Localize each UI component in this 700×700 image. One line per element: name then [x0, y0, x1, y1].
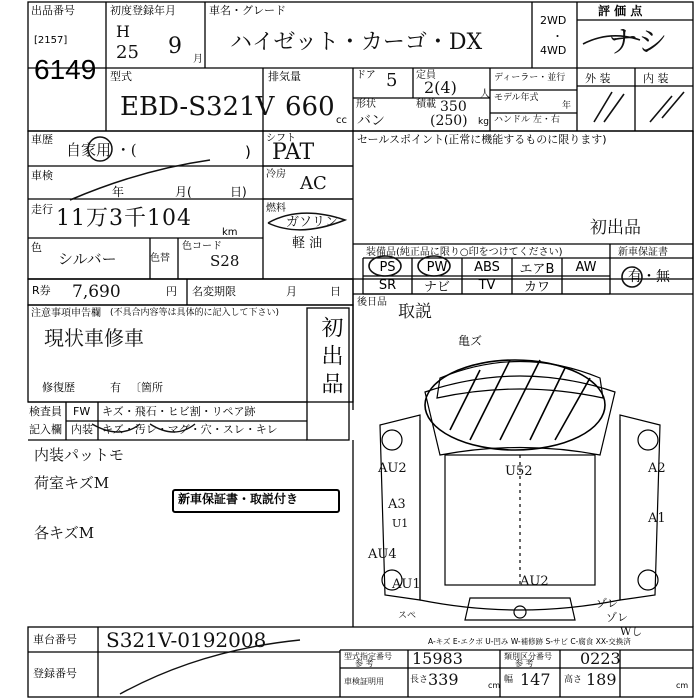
doors-value: 5 — [386, 70, 398, 91]
mark-right5: Wし — [620, 625, 643, 638]
fuel-value2: 軽 油 — [292, 236, 323, 251]
kg-unit: kg — [478, 117, 489, 127]
km-unit: km — [222, 227, 238, 238]
chassis-value: S321V-0192008 — [106, 628, 267, 652]
model-year-label: モデル年式 — [494, 93, 539, 103]
mark-left1: AU2 — [378, 461, 407, 476]
equip-pw: PW — [426, 259, 448, 275]
type-cert-ref: 参 考 — [355, 659, 374, 668]
int-text: キズ・汚レ・マグ・穴・スレ・キレ — [102, 423, 278, 436]
inspector-note1: 内装パットモ — [34, 446, 125, 464]
mark-left5: AU1 — [392, 577, 421, 592]
name-change-label: 名変期限 — [192, 285, 236, 298]
equip-leather: カワ — [523, 279, 550, 295]
lot-label: 出品番号 — [31, 4, 75, 17]
handle-label: ハンドル 左・右 — [494, 115, 560, 125]
mileage-value: 11万3千104 — [56, 206, 192, 231]
sales-point-label: セールスポイント(正常に機能するものに限ります) — [357, 133, 607, 146]
mark-left2: A3 — [388, 497, 406, 512]
repair-suffix: 〔箇所 — [130, 381, 163, 394]
notes-value: 現状車修車 — [44, 326, 144, 350]
mark-right3: ゾレ — [596, 597, 618, 610]
shape-value: バン — [357, 113, 385, 129]
after-items-label: 後日品 — [357, 297, 387, 308]
shift-value: PAT — [272, 140, 315, 165]
chassis-label: 車台番号 — [33, 633, 77, 646]
lot-ref: [2157] — [34, 35, 68, 46]
rating-label: 評 価 点 — [598, 4, 643, 18]
warranty-label: 新車保証書 — [618, 247, 668, 258]
mark-right1: A2 — [648, 461, 666, 476]
aircon-label: 冷房 — [266, 169, 286, 180]
width-label: 幅 — [504, 675, 514, 685]
int-tag: 内装 — [71, 423, 93, 436]
doors-label: ドア — [356, 70, 376, 81]
inspector-label: 検査員 — [29, 405, 62, 418]
cert-label: 車検証明用 — [344, 677, 384, 686]
reg-label: 登録番号 — [33, 667, 77, 680]
inspector-label2: 記入欄 — [29, 423, 62, 436]
fw-text: キズ・飛石・ヒビ割・リペア跡 — [102, 405, 256, 418]
lot-number: 6149 — [34, 54, 97, 85]
repair-label: 修復歴 — [42, 381, 75, 394]
history-value: 自家用 ・( — [66, 141, 137, 159]
capacity-label: 定員 — [416, 70, 436, 81]
load-value: 350 — [440, 99, 467, 115]
mark-bottom: AU2 — [520, 574, 549, 589]
int-label: 内 装 — [643, 72, 669, 85]
model-label: 型式 — [110, 70, 132, 83]
inspection-year: 年 — [112, 185, 125, 199]
notes-label: 注意事項申告欄 — [31, 308, 101, 319]
car-name: ハイゼット・カーゴ・DX — [230, 30, 483, 55]
color-label: 色 — [31, 241, 42, 254]
car-name-label: 車名・グレード — [209, 4, 286, 17]
inspector-note3: 各キズM — [34, 524, 95, 542]
class-label: 類別区分番号 — [504, 652, 552, 661]
drive-4wd: 4WD — [540, 44, 567, 57]
length-value: 339 — [428, 670, 459, 689]
capacity-value: 2(4) — [424, 78, 457, 97]
color-value: シルバー — [58, 250, 117, 268]
equip-abs: ABS — [474, 259, 500, 275]
mileage-label: 走行 — [31, 203, 53, 216]
mark-left3: U1 — [392, 517, 409, 530]
ext-label: 外 装 — [585, 72, 611, 85]
class-value: 0223 — [580, 649, 621, 668]
diagram-legend: A-キズ E-エクボ U-凹み W-補修跡 S-サビ C-腐食 XX-交換済 — [428, 637, 631, 646]
reg-month: 9 — [168, 34, 182, 59]
inspector-note2: 荷室キズM — [34, 474, 110, 492]
color-code: S28 — [210, 252, 240, 270]
fuel-label: 燃料 — [266, 203, 286, 214]
mark-right4: ゾレ — [606, 611, 628, 624]
repair-value: 有 — [110, 381, 121, 394]
month-unit: 月 — [193, 54, 203, 65]
sales-point-note: 初出品 — [590, 218, 641, 238]
equip-sr: SR — [378, 277, 397, 293]
aircon-value: AC — [300, 173, 327, 194]
recycle-label: R券 — [32, 284, 51, 297]
rating-value: ナシ — [608, 25, 668, 60]
history-paren: ) — [245, 143, 251, 161]
length-cm: cm — [488, 681, 501, 690]
equip-navi: ナビ — [423, 279, 450, 295]
mark-bottom2: スペ — [398, 611, 417, 621]
displacement-value: 660 — [285, 92, 335, 122]
color-code-label: 色コード — [182, 241, 222, 252]
load-value2: (250) — [430, 113, 468, 129]
equipment-label: 装備品(純正品に限り○印をつけてください) — [366, 247, 563, 258]
equip-ps: PS — [379, 259, 396, 275]
notes-label-sub: (不具合内容等は具体的に記入して下さい) — [110, 308, 280, 318]
first-reg-label: 初度登録年月 — [110, 4, 176, 17]
warranty-value: 有・無 — [628, 269, 670, 285]
height-label: 高さ — [564, 675, 583, 685]
equip-tv: TV — [478, 277, 496, 293]
mark-left4: AU4 — [368, 547, 397, 562]
warranty-badge-text: 新車保証書・取説付き — [178, 492, 299, 506]
height-cm: cm — [676, 681, 689, 690]
history-label: 車歴 — [31, 133, 53, 146]
width-value: 147 — [520, 670, 551, 689]
equip-aw: AW — [575, 259, 597, 275]
inspection-label: 車検 — [31, 169, 53, 182]
recycle-value: 7,690 — [72, 282, 121, 302]
mark-top: 亀ズ — [458, 334, 483, 348]
length-label: 長さ — [410, 675, 429, 685]
era: H — [116, 22, 130, 41]
drive-2wd: 2WD — [540, 14, 567, 27]
name-change-day: 日 — [330, 285, 341, 298]
displacement-label: 排気量 — [268, 70, 301, 83]
model-year-unit: 年 — [562, 101, 572, 111]
shape-label: 形状 — [356, 99, 376, 110]
inspection-month: 月( — [175, 185, 192, 199]
fuel-value: ガソリン — [286, 215, 339, 230]
type-cert-value: 15983 — [412, 649, 463, 668]
fw-tag: FW — [73, 405, 91, 418]
class-ref: 参 考 — [515, 659, 534, 668]
equip-airbag: エアB — [519, 261, 555, 277]
height-value: 189 — [586, 670, 617, 689]
first-exhibit: 初出品 — [318, 316, 343, 400]
dealer-label: ディーラー・並行 — [494, 73, 566, 83]
shift-label: シフト — [266, 133, 296, 144]
cc-unit: cc — [336, 115, 347, 126]
mark-mid: U52 — [505, 464, 533, 479]
type-cert-label: 型式指定番号 — [344, 652, 392, 661]
after-items-value: 取説 — [398, 302, 432, 322]
name-change-month: 月 — [286, 285, 297, 298]
drive-dot: ・ — [552, 30, 563, 43]
trim-label: 色替 — [150, 253, 170, 264]
reg-year: 25 — [116, 42, 139, 63]
mark-right2: A1 — [648, 511, 666, 526]
load-label: 積載 — [416, 99, 436, 110]
model-value: EBD-S321V — [120, 92, 275, 122]
inspection-day: 日) — [230, 185, 247, 199]
yen-unit: 円 — [166, 285, 177, 298]
capacity-unit: 人 — [480, 89, 490, 100]
